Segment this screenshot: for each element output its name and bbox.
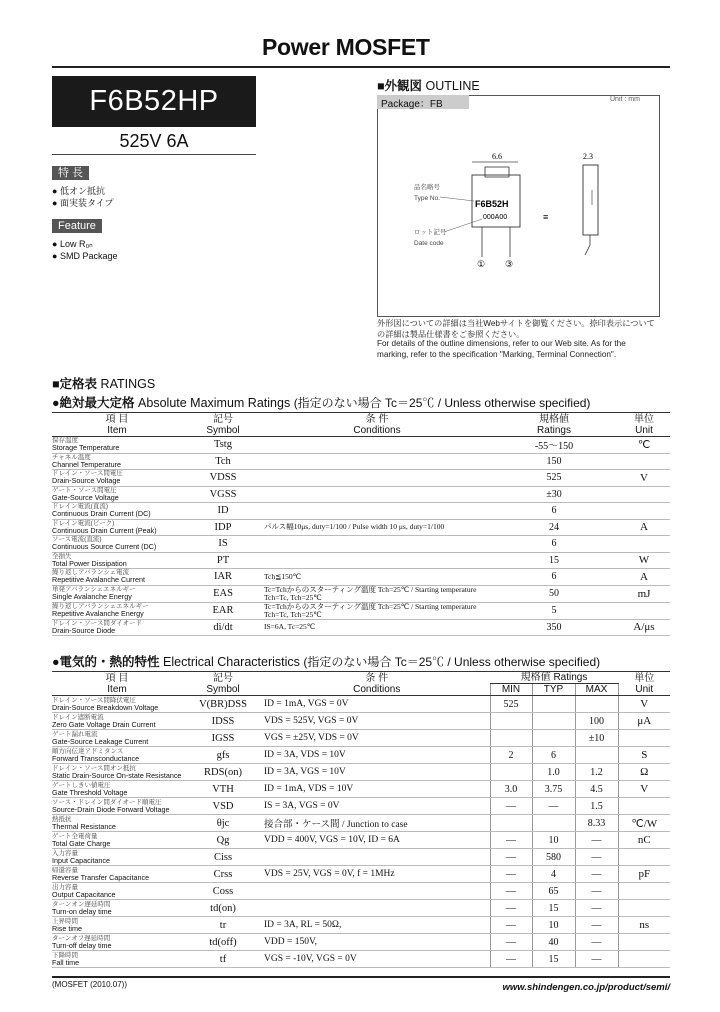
table-row — [52, 951, 670, 968]
item-cell: 下降時間 Fall time — [52, 951, 182, 968]
item-cell: ターンオフ遅延時間 Turn-off delay time — [52, 934, 182, 951]
features-en-tag: Feature — [52, 219, 102, 233]
condition-cell: Tc=Tchからのスターティング温度 Tch=25℃ / Starting temperature Tch=Tc, Tch=25℃ — [264, 585, 490, 602]
typ-cell — [532, 815, 575, 832]
symbol-cell: RDS(on) — [182, 764, 264, 781]
condition-cell: Tc=Tchからのスターティング温度 Tch=25℃ / Starting temperature Tch=Tc, Tch=25℃ — [264, 602, 490, 619]
table-row — [52, 696, 670, 713]
unit-cell: S — [618, 747, 670, 764]
min-cell — [490, 815, 532, 832]
item-cell: 順方向伝達アドミタンス Forward Transconductance — [52, 747, 182, 764]
symbol-cell: IDP — [182, 519, 264, 536]
condition-cell: Tch≦150℃ — [264, 569, 490, 586]
mark-label-en: Type No. — [414, 195, 441, 202]
page-title: Power MOSFET — [262, 34, 430, 60]
table-row — [52, 730, 670, 747]
rating-cell: 6 — [490, 536, 618, 553]
symbol-cell: td(on) — [182, 900, 264, 917]
package-label: Package：FB — [377, 95, 469, 109]
item-cell: ターンオン遅延時間 Turn-on delay time — [52, 900, 182, 917]
table-row — [52, 713, 670, 730]
unit-cell — [618, 503, 670, 520]
feature-jp-item: 低オン抵抗 — [59, 186, 105, 196]
item-cell: 繰り返しアバランシェ電流 Repetitive Avalanche Current — [52, 569, 182, 586]
table-row — [52, 437, 670, 454]
unit-cell: A/μs — [618, 619, 670, 636]
rating-cell: 6 — [490, 569, 618, 586]
dim-width: 6.6 — [492, 152, 502, 161]
unit-cell — [618, 730, 670, 747]
symbol-cell: IGSS — [182, 730, 264, 747]
typ-cell: 1.0 — [532, 764, 575, 781]
unit-cell: pF — [618, 866, 670, 883]
max-cell: ±10 — [575, 730, 618, 747]
item-cell: ゲート・ソース間電圧 Gate-Source Voltage — [52, 486, 182, 503]
footer-website: www.shindengen.co.jp/product/semi/ — [502, 982, 670, 993]
features-en: Feature ● Low R₀ₙ ● SMD Package — [52, 220, 118, 261]
dim-thickness: 2.3 — [583, 152, 593, 161]
rating-cell: 15 — [490, 552, 618, 569]
unit-label: Unit : mm — [610, 96, 640, 103]
max-cell: 4.5 — [575, 781, 618, 798]
unit-cell: ns — [618, 917, 670, 934]
unit-cell: nC — [618, 832, 670, 849]
unit-cell: W — [618, 552, 670, 569]
symbol-cell: Ciss — [182, 849, 264, 866]
features-jp-tag: 特 長 — [52, 166, 89, 180]
table-row — [52, 486, 670, 503]
unit-cell — [618, 951, 670, 968]
condition-cell — [264, 900, 490, 917]
condition-cell: ID = 3A, RL = 50Ω, — [264, 917, 490, 934]
max-cell: 1.5 — [575, 798, 618, 815]
max-cell: — — [575, 951, 618, 968]
symbol-cell: Tch — [182, 453, 264, 470]
symbol-cell: IAR — [182, 569, 264, 586]
symbol-cell: IDSS — [182, 713, 264, 730]
unit-cell: μA — [618, 713, 670, 730]
table-row — [52, 815, 670, 832]
unit-cell — [618, 486, 670, 503]
pin1-label: ① — [477, 259, 486, 269]
table-row — [52, 503, 670, 520]
condition-cell: VDS = 25V, VGS = 0V, f = 1MHz — [264, 866, 490, 883]
title-rule — [52, 66, 670, 68]
condition-cell: IS=6A, Tc=25℃ — [264, 619, 490, 636]
condition-cell — [264, 470, 490, 487]
rating-cell: 525 — [490, 470, 618, 487]
symbol-cell: θjc — [182, 815, 264, 832]
item-cell: 上昇時間 Rise time — [52, 917, 182, 934]
condition-cell: VDD = 150V, — [264, 934, 490, 951]
table-row — [52, 747, 670, 764]
typ-cell: 4 — [532, 866, 575, 883]
condition-cell: VGS = -10V, VGS = 0V — [264, 951, 490, 968]
outline-note-en: For details of the outline dimensions, refer to our Web site. As for the marking, refer to the specification "Marking, Terminal Connection". — [377, 339, 626, 359]
item-cell: 全損失 Total Power Dissipation — [52, 552, 182, 569]
typ-cell: 3.75 — [532, 781, 575, 798]
typ-cell: 15 — [532, 951, 575, 968]
unit-cell: Ω — [618, 764, 670, 781]
condition-cell: パルス幅10μs, duty=1/100 / Pulse width 10 μs, duty=1/100 — [264, 519, 490, 536]
symbol-cell: Crss — [182, 866, 264, 883]
item-cell: ソース電流(直流) Continuous Source Current (DC) — [52, 536, 182, 553]
symbol-cell: EAR — [182, 602, 264, 619]
elec-table — [52, 671, 670, 968]
condition-cell — [264, 486, 490, 503]
ratings-heading: ■定格表 RATINGS — [52, 377, 156, 391]
condition-cell — [264, 503, 490, 520]
rating-cell: 150 — [490, 453, 618, 470]
dim-marker: ≡ — [543, 212, 549, 222]
typ-cell: — — [532, 798, 575, 815]
condition-cell: ID = 3A, VGS = 10V — [264, 764, 490, 781]
table-row — [52, 849, 670, 866]
package-outline-drawing — [400, 145, 650, 275]
unit-cell — [618, 934, 670, 951]
unit-cell: ℃/W — [618, 815, 670, 832]
table-row — [52, 536, 670, 553]
footer-doc-id: (MOSFET (2010.07)) — [52, 980, 127, 989]
condition-cell: 接合部・ケース間 / Junction to case — [264, 815, 490, 832]
symbol-cell: tr — [182, 917, 264, 934]
condition-cell — [264, 849, 490, 866]
min-cell — [490, 730, 532, 747]
mark-label-jp: 品名略号 — [414, 184, 440, 191]
condition-cell — [264, 437, 490, 454]
unit-cell — [618, 602, 670, 619]
table-row — [52, 519, 670, 536]
min-cell: 2 — [490, 747, 532, 764]
lot-label-jp: ロット記号 — [414, 229, 447, 236]
rating-cell: 24 — [490, 519, 618, 536]
max-cell: — — [575, 934, 618, 951]
rating-cell: 6 — [490, 503, 618, 520]
max-cell: — — [575, 883, 618, 900]
min-cell: — — [490, 951, 532, 968]
max-cell: — — [575, 866, 618, 883]
rating-cell: 350 — [490, 619, 618, 636]
rating-cell: 50 — [490, 585, 618, 602]
item-cell: チャネル温度 Channel Temperature — [52, 453, 182, 470]
rating-cell: 5 — [490, 602, 618, 619]
typ-cell: 6 — [532, 747, 575, 764]
item-cell: 帰還容量 Reverse Transfer Capacitance — [52, 866, 182, 883]
rating-cell: ±30 — [490, 486, 618, 503]
condition-cell: ID = 3A, VDS = 10V — [264, 747, 490, 764]
table-row — [52, 798, 670, 815]
item-cell: 熱抵抗 Thermal Resistance — [52, 815, 182, 832]
symbol-cell: VGSS — [182, 486, 264, 503]
marking-line2: 000A00 — [483, 214, 508, 221]
table-row — [52, 453, 670, 470]
item-cell: ゲート漏れ電流 Gate-Source Leakage Current — [52, 730, 182, 747]
unit-cell — [618, 883, 670, 900]
table-header: 項 目 Item 記号 Symbol 条 件 Conditions 規格値 Ratings 単位 Unit — [52, 413, 670, 437]
unit-cell: A — [618, 569, 670, 586]
outline-note-jp: 外形図についての詳細は当社Webサイトを御覧ください。捺印表示についての詳細は製品仕様書をご参照ください。 — [377, 319, 655, 339]
typ-cell: 10 — [532, 832, 575, 849]
typ-cell: 65 — [532, 883, 575, 900]
feature-en-item: Low R₀ₙ — [59, 239, 93, 249]
min-cell: 3.0 — [490, 781, 532, 798]
rating-rule — [52, 154, 256, 155]
unit-cell: V — [618, 696, 670, 713]
min-cell: — — [490, 849, 532, 866]
table-row — [52, 917, 670, 934]
item-cell: ドレイン・ソース間ダイオード Drain-Source Diode — [52, 619, 182, 636]
min-cell: — — [490, 900, 532, 917]
feature-jp-item: 面実装タイプ — [59, 198, 114, 208]
symbol-cell: VDSS — [182, 470, 264, 487]
typ-cell: 580 — [532, 849, 575, 866]
item-cell: ドレイン・ソース間オン抵抗 Static Drain-Source On-state Resistance — [52, 764, 182, 780]
table-row — [52, 832, 670, 849]
item-cell: 単発アバランシェエネルギー Single Avalanche Energy — [52, 585, 182, 602]
typ-cell — [532, 696, 575, 713]
unit-cell — [618, 900, 670, 917]
min-cell: — — [490, 832, 532, 849]
table-row — [52, 900, 670, 917]
max-cell: — — [575, 900, 618, 917]
max-cell: — — [575, 849, 618, 866]
table-row — [52, 866, 670, 883]
unit-cell — [618, 849, 670, 866]
condition-cell — [264, 453, 490, 470]
symbol-cell: V(BR)DSS — [182, 696, 264, 713]
voltage-current-rating: 525V 6A — [119, 131, 189, 151]
table-subheader: MIN TYP MAX — [52, 684, 670, 696]
features-jp: 特 長 ● 低オン抵抗 ● 面実装タイプ — [52, 167, 114, 208]
table-header: 項 目 Item 記号 Symbol 条 件 Conditions 規格値 Ratings 単位 Unit — [52, 672, 670, 684]
table-row — [52, 602, 670, 619]
min-cell — [490, 713, 532, 730]
lot-label-en: Date code — [414, 240, 444, 247]
typ-cell: 15 — [532, 900, 575, 917]
pin3-label: ③ — [505, 259, 514, 269]
min-cell: — — [490, 934, 532, 951]
min-cell: — — [490, 866, 532, 883]
unit-cell: ℃ — [618, 437, 670, 454]
max-cell — [575, 696, 618, 713]
condition-cell: VDD = 400V, VGS = 10V, ID = 6A — [264, 832, 490, 849]
unit-cell: V — [618, 470, 670, 487]
symbol-cell: ID — [182, 503, 264, 520]
max-cell — [575, 747, 618, 764]
part-number: F6B52HP — [52, 76, 256, 127]
symbol-cell: gfs — [182, 747, 264, 764]
footer-rule — [52, 976, 670, 978]
min-cell: 525 — [490, 696, 532, 713]
condition-cell — [264, 536, 490, 553]
max-cell: — — [575, 917, 618, 934]
condition-cell: ID = 1mA, VDS = 10V — [264, 781, 490, 798]
unit-cell — [618, 798, 670, 815]
outline-heading: ■外観図 OUTLINE — [377, 79, 480, 93]
item-cell: ドレイン・ソース間降伏電圧 Drain-Source Breakdown Voltage — [52, 696, 182, 713]
item-cell: ドレイン遮断電流 Zero Gate Voltage Drain Current — [52, 713, 182, 730]
item-cell: 入力容量 Input Capacitance — [52, 849, 182, 866]
max-cell: 100 — [575, 713, 618, 730]
abs-max-heading: ●絶対最大定格 Absolute Maximum Ratings (指定のない場合 Tc＝25℃ / Unless otherwise specified) — [52, 396, 591, 410]
unit-cell — [618, 536, 670, 553]
table-row — [52, 585, 670, 602]
table-row — [52, 619, 670, 636]
symbol-cell: VTH — [182, 781, 264, 798]
rating-cell: -55～150 — [490, 437, 618, 454]
table-row — [52, 569, 670, 586]
condition-cell: VGS = ±25V, VDS = 0V — [264, 730, 490, 747]
symbol-cell: Tstg — [182, 437, 264, 454]
condition-cell: IS = 3A, VGS = 0V — [264, 798, 490, 815]
symbol-cell: VSD — [182, 798, 264, 815]
unit-cell: V — [618, 781, 670, 798]
symbol-cell: EAS — [182, 585, 264, 602]
max-cell: 8.33 — [575, 815, 618, 832]
condition-cell: VDS = 525V, VGS = 0V — [264, 713, 490, 730]
min-cell: — — [490, 917, 532, 934]
symbol-cell: IS — [182, 536, 264, 553]
symbol-cell: td(off) — [182, 934, 264, 951]
item-cell: 繰り返しアバランシェエネルギー Repetitive Avalanche Energy — [52, 602, 182, 619]
item-cell: ドレイン・ソース間電圧 Drain-Source Voltage — [52, 470, 182, 487]
item-cell: ゲートしきい値電圧 Gate Threshold Voltage — [52, 781, 182, 798]
item-cell: 出力容量 Output Capacitance — [52, 883, 182, 900]
unit-cell: A — [618, 519, 670, 536]
unit-cell: mJ — [618, 585, 670, 602]
symbol-cell: PT — [182, 552, 264, 569]
symbol-cell: tf — [182, 951, 264, 968]
min-cell: — — [490, 883, 532, 900]
item-cell: 保存温度 Storage Temperature — [52, 437, 182, 454]
condition-cell — [264, 883, 490, 900]
item-cell: ソース・ドレイン間ダイオード順電圧 Source-Drain Diode Forward Voltage — [52, 798, 182, 815]
max-cell: 1.2 — [575, 764, 618, 781]
typ-cell: 10 — [532, 917, 575, 934]
symbol-cell: di/dt — [182, 619, 264, 636]
table-row — [52, 781, 670, 798]
symbol-cell: Coss — [182, 883, 264, 900]
table-row — [52, 470, 670, 487]
item-cell: ゲート全電荷量 Total Gate Charge — [52, 832, 182, 849]
typ-cell — [532, 730, 575, 747]
table-row — [52, 934, 670, 951]
condition-cell: ID = 1mA, VGS = 0V — [264, 696, 490, 713]
max-cell: — — [575, 832, 618, 849]
table-row — [52, 883, 670, 900]
item-cell: ドレイン電流(直流) Continuous Drain Current (DC) — [52, 503, 182, 520]
feature-en-item: SMD Package — [59, 251, 118, 261]
symbol-cell: Qg — [182, 832, 264, 849]
marking-line1: F6B52H — [475, 199, 509, 209]
table-row — [52, 764, 670, 781]
table-row — [52, 552, 670, 569]
unit-cell — [618, 453, 670, 470]
min-cell: — — [490, 798, 532, 815]
condition-cell — [264, 552, 490, 569]
min-cell — [490, 764, 532, 781]
typ-cell — [532, 713, 575, 730]
elec-heading: ●電気的・熱的特性 Electrical Characteristics (指定のない場合 Tc＝25℃ / Unless otherwise specified) — [52, 655, 601, 669]
typ-cell: 40 — [532, 934, 575, 951]
item-cell: ドレイン電流(ピーク) Continuous Drain Current (Peak) — [52, 519, 182, 536]
abs-max-table — [52, 412, 670, 636]
